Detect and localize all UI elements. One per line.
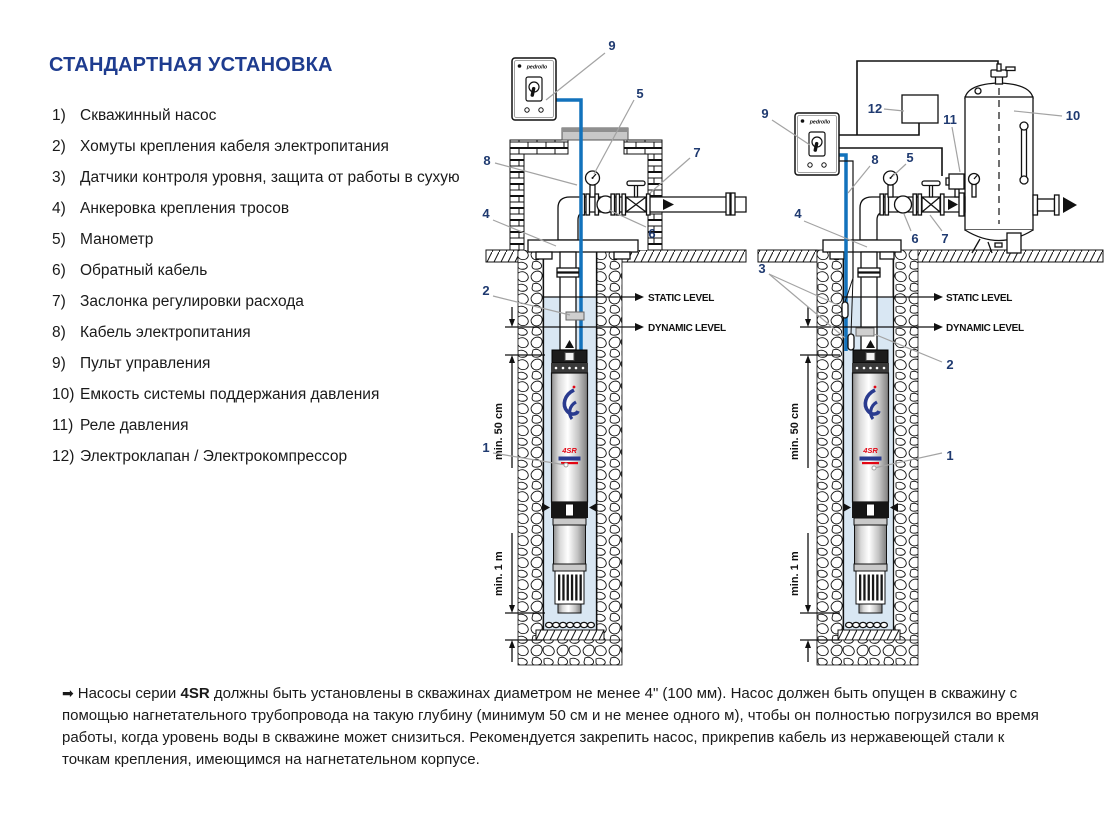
list-item: 5) Манометр [52,230,154,248]
ground-hatch [486,250,518,262]
callout-3: 3 [758,261,766,276]
callout-2: 2 [482,283,490,298]
riser-pipe [560,252,576,350]
list-item: 6) Обратный кабель [52,261,208,279]
callout-12: 12 [867,101,883,116]
list-item: 12) Электроклапан / Электрокомпрессор [52,447,348,465]
pressure-gauge [884,171,898,197]
callout-5: 5 [636,86,644,101]
list-item: 2) Хомуты крепления кабеля электропитания [52,137,389,155]
right-installation-diagram [752,28,1109,678]
note-body: должны быть установлены в скважинах диаметром не менее 4" (100 мм). Насос должен быть опущен в скважину с помощью нагнетательного трубопровода на такую глубину (минимум 50 см и не менее одного м), чтобы он полностью погрузился во время работы, когда уровень воды в скважине может снизиться. Рекомендуется закрепить насос, прикрепив кабель из нержавеющей стали к точкам крепления, имеющимся на нагнетательном корпусе. [62,685,1039,768]
callout-11: 11 [943,112,957,127]
ground-hatch [758,250,817,262]
list-item: 4) Анкеровка крепления тросов [52,199,290,217]
callout-1: 1 [946,448,954,463]
callout-8: 8 [871,152,879,167]
svg-text:DYNAMIC LEVEL: DYNAMIC LEVEL [648,323,726,334]
tank-outlet [1033,195,1077,215]
svg-text:min. 50 cm: min. 50 cm [493,403,505,460]
callout-4: 4 [794,206,802,221]
list-item: 7) Заслонка регулировки расхода [52,292,304,310]
control-panel [795,113,839,175]
svg-text:min. 1 m: min. 1 m [789,551,801,596]
left-installation-diagram [478,28,748,678]
callout-9: 9 [761,106,769,121]
note-model: 4SR [180,685,210,702]
svg-text:STATIC LEVEL: STATIC LEVEL [648,293,715,304]
svg-text:min. 50 cm: min. 50 cm [789,403,801,460]
callout-7: 7 [941,231,949,246]
sight-glass [1020,122,1028,184]
list-item: 8) Кабель электропитания [52,323,251,341]
svg-text:min. 1 m: min. 1 m [493,551,505,596]
right-diagram-svg [752,28,1109,673]
control-panel [512,58,556,120]
list-item: 3) Датчики контроля уровня, защита от работы в сухую [52,168,460,186]
callout-6: 6 [648,226,656,241]
callout-9: 9 [608,38,616,53]
callout-7: 7 [693,145,701,160]
callout-2: 2 [946,357,954,372]
list-item: 10) Емкость системы поддержания давления [52,385,380,403]
left-diagram-svg [478,28,748,673]
page-title: СТАНДАРТНАЯ УСТАНОВКА [49,54,333,76]
anchor-plate [528,240,638,259]
ground-hatch [622,250,746,262]
callout-5: 5 [906,150,914,165]
list-item: 9) Пульт управления [52,354,211,372]
cable-clamp [566,312,584,320]
callout-1: 1 [482,440,490,455]
arrow-icon: ➡ [62,685,74,701]
list-item: 11) Реле давления [52,416,189,434]
note-paragraph [62,682,1050,771]
cable-clamp [856,328,874,336]
solenoid-compressor-box [902,95,938,123]
check-valve [895,196,912,213]
list-item: 1) Скважинный насос [52,106,217,124]
note-intro: Насосы серии [77,685,181,702]
callout-8: 8 [483,153,491,168]
pressure-tank [965,64,1077,253]
callout-6: 6 [911,231,919,246]
svg-text:DYNAMIC LEVEL: DYNAMIC LEVEL [946,323,1024,334]
discharge-piping [860,171,980,240]
wellhead-housing [510,128,662,250]
tank-top-valve [991,64,1015,84]
callout-4: 4 [482,206,490,221]
svg-text:STATIC LEVEL: STATIC LEVEL [946,293,1013,304]
parts-list [52,100,472,472]
callout-10: 10 [1065,108,1081,123]
